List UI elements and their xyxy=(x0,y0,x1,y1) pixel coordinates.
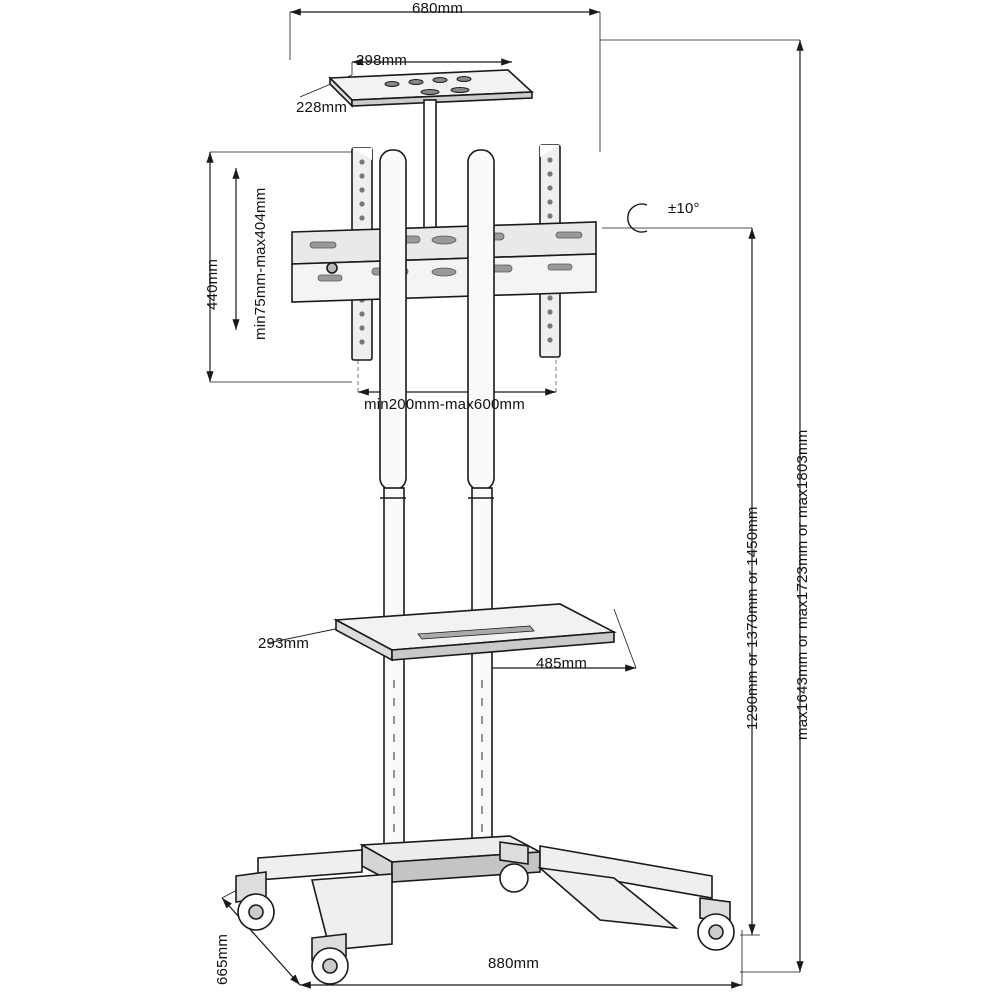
dim-tray-width: 298mm xyxy=(356,52,408,69)
dim-base-width: 880mm xyxy=(488,955,540,972)
dim-tilt-angle: ±10° xyxy=(668,200,700,217)
tv-bracket xyxy=(292,145,596,360)
dim-vesa-range: min200mm-max600mm xyxy=(364,396,525,413)
dim-bracket-height: 440mm xyxy=(204,258,221,310)
dim-bracket-range: min75mm-max404mm xyxy=(252,187,269,340)
castor xyxy=(312,934,348,984)
dim-height-range-1: 1290mm or 1370mm or 1450mm xyxy=(744,506,761,730)
dim-shelf-width: 485mm xyxy=(536,655,588,672)
dim-base-depth: 665mm xyxy=(214,933,231,985)
base-legs xyxy=(236,836,734,984)
middle-shelf xyxy=(336,604,614,660)
dim-height-range-2: max1643mm or max1723mm or max1803mm xyxy=(794,429,811,740)
dim-shelf-depth: 293mm xyxy=(258,635,310,652)
castor xyxy=(236,872,274,930)
castor xyxy=(500,842,528,892)
castor xyxy=(698,898,734,950)
dim-top-width: 680mm xyxy=(412,0,464,17)
dim-tray-depth: 228mm xyxy=(296,99,348,116)
tv-cart-illustration xyxy=(236,70,734,984)
